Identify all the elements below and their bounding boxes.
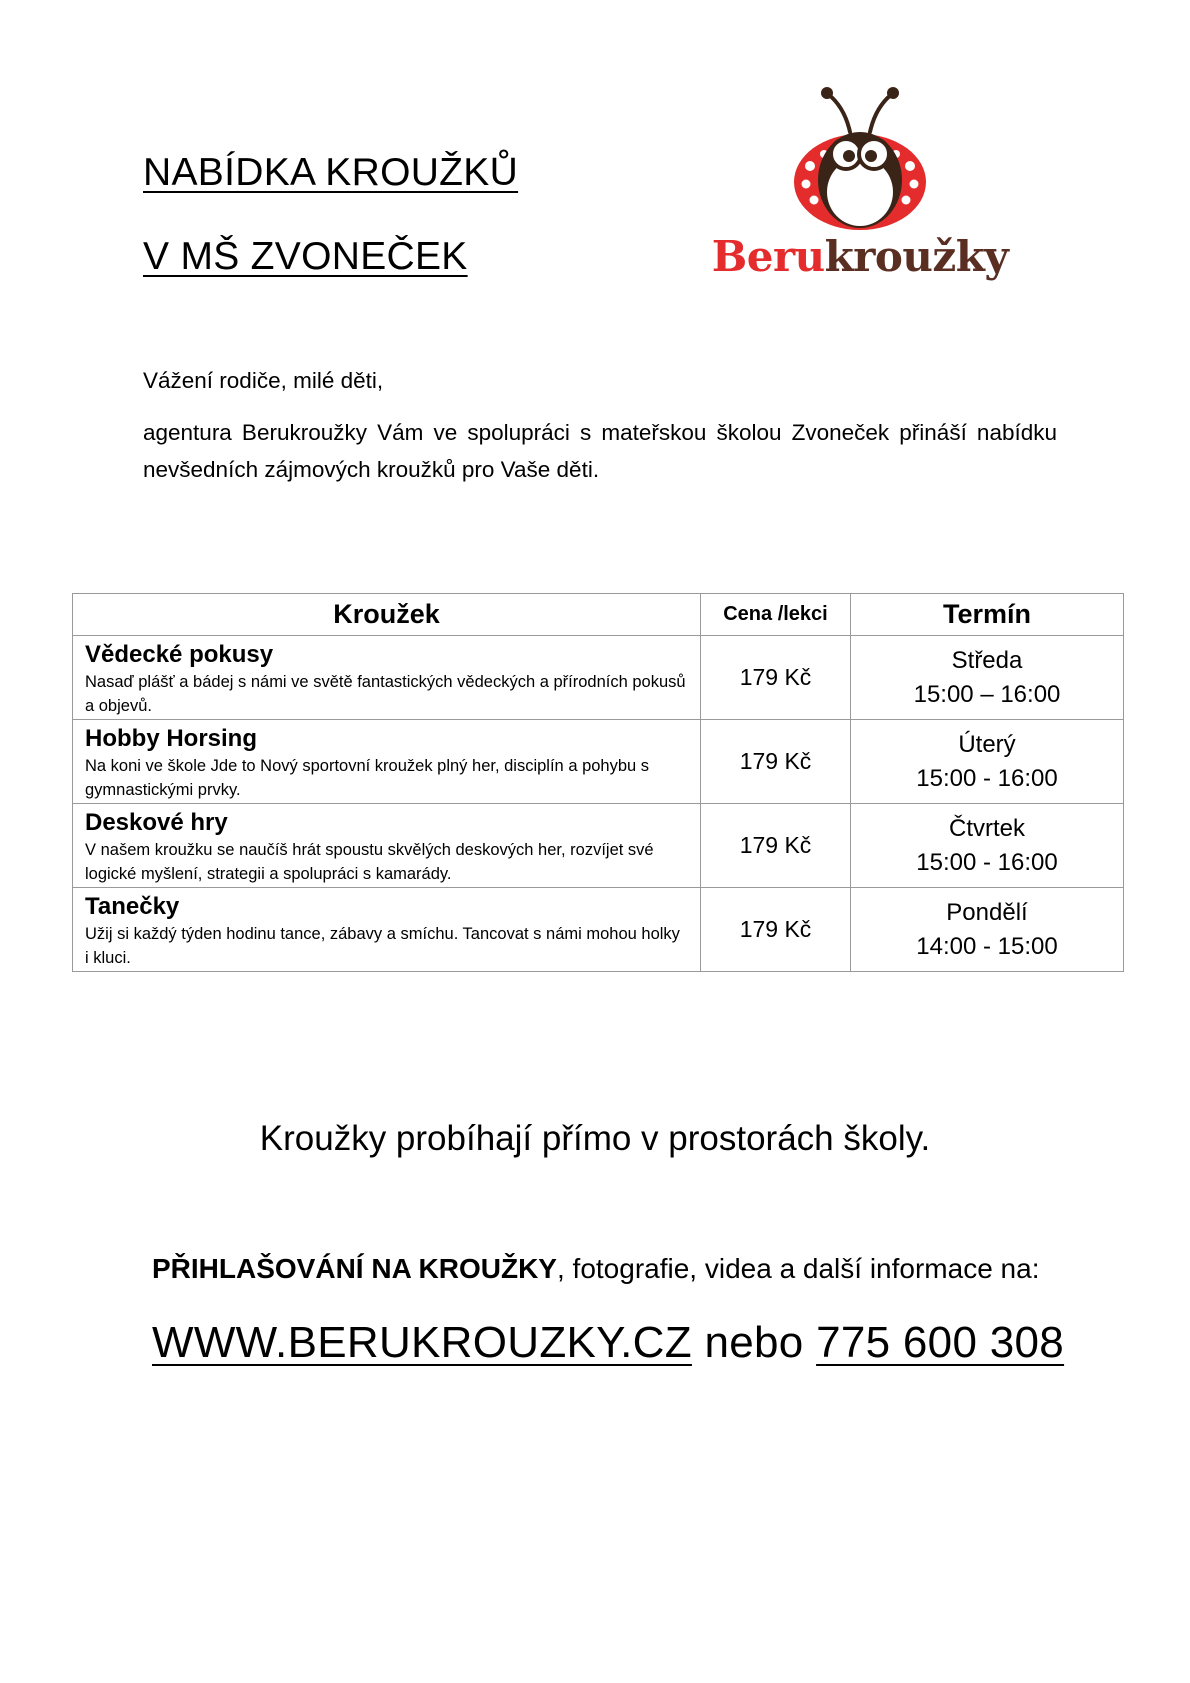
course-term [851, 720, 1124, 804]
course-name: Tanečky [85, 893, 180, 920]
course-cell [73, 804, 701, 888]
course-price: 179 Kč [701, 720, 851, 804]
course-time: 14:00 - 15:00 [916, 932, 1058, 960]
title-line-2: V MŠ ZVONEČEK [143, 235, 468, 278]
table-row [73, 636, 1124, 720]
location-note: Kroužky probíhají přímo v prostorách školy. [259, 1119, 931, 1158]
course-term [851, 636, 1124, 720]
logo-wordmark-brown: kroužky [824, 232, 1009, 281]
greeting: Vážení rodiče, milé děti, [143, 368, 384, 393]
phone-number[interactable]: 775 600 308 [816, 1318, 1065, 1367]
course-price: 179 Kč [701, 636, 851, 720]
course-name: Vědecké pokusy [85, 641, 274, 668]
course-name: Hobby Horsing [85, 725, 257, 752]
logo-wordmark [710, 232, 1010, 281]
berukrouzky-logo [710, 84, 1010, 309]
signup-info [152, 1253, 1039, 1285]
course-description: V našem kroužku se naučíš hrát spoustu skvělých deskových her, rozvíjet své logické myšlení, strategii a spolupráci s kamarády. [85, 841, 654, 883]
contact-line [152, 1318, 1064, 1368]
course-time: 15:00 - 16:00 [916, 848, 1058, 876]
logo-wordmark-red: Beru [711, 232, 825, 281]
table-row [73, 888, 1124, 972]
course-description: Užij si každý týden hodinu tance, zábavy a smíchu. Tancovat s námi mohou holky i kluci. [85, 925, 680, 967]
course-cell [73, 636, 701, 720]
course-day: Středa [951, 646, 1023, 674]
course-cell [73, 888, 701, 972]
course-time: 15:00 – 16:00 [913, 680, 1061, 708]
header-course: Kroužek [73, 594, 701, 636]
course-price: 179 Kč [701, 888, 851, 972]
course-time: 15:00 - 16:00 [916, 764, 1058, 792]
signup-bold: PŘIHLAŠOVÁNÍ NA KROUŽKY [152, 1253, 557, 1284]
header-term: Termín [851, 594, 1124, 636]
contact-connector: nebo [691, 1318, 817, 1367]
course-price: 179 Kč [701, 804, 851, 888]
website-link[interactable]: WWW.BERUKROUZKY.CZ [152, 1318, 692, 1367]
intro-paragraph: agentura Berukroužky Vám ve spolupráci s mateřskou školou Zvoneček přináší nabídku nevšedních zájmových kroužků pro Vaše děti. [143, 420, 1057, 482]
table-header-row [73, 594, 1124, 636]
title-line-1: NABÍDKA KROUŽKŮ [143, 151, 519, 194]
table-row [73, 804, 1124, 888]
course-day: Čtvrtek [948, 814, 1025, 842]
table-row [73, 720, 1124, 804]
ladybug-icon [710, 84, 1010, 234]
course-term [851, 888, 1124, 972]
course-description: Na koni ve škole Jde to Nový sportovní kroužek plný her, disciplín a pohybu s gymnastickými prvky. [85, 757, 650, 799]
course-day: Pondělí [946, 898, 1028, 926]
course-day: Úterý [958, 730, 1016, 758]
course-name: Deskové hry [85, 809, 228, 836]
course-term [851, 804, 1124, 888]
course-cell [73, 720, 701, 804]
header-price: Cena /lekci [701, 594, 851, 636]
course-description: Nasaď plášť a bádej s námi ve světě fantastických vědeckých a přírodních pokusů a objevů. [85, 673, 686, 715]
signup-rest: , fotografie, videa a další informace na: [556, 1253, 1040, 1284]
course-table [72, 593, 1124, 972]
